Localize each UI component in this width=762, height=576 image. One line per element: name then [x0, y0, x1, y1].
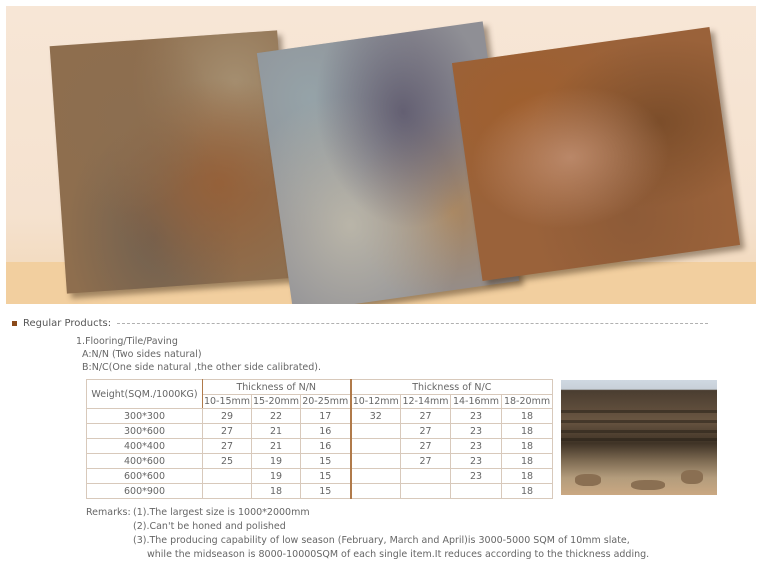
- table-row: [87, 454, 553, 469]
- remark-1: (1).The largest size is 1000*2000mm: [133, 507, 310, 518]
- slate-tile-rust: [50, 30, 295, 293]
- table-cell: 32: [351, 409, 401, 424]
- table-cell: 27: [203, 439, 252, 454]
- sub-header: 14-16mm: [451, 395, 502, 409]
- table-cell: 15: [301, 469, 351, 484]
- table-cell: 19: [252, 454, 301, 469]
- quarry-photo: [561, 380, 717, 495]
- sub-header: 10-12mm: [351, 395, 401, 409]
- table-cell: 18: [502, 484, 553, 499]
- table-cell: 15: [301, 454, 351, 469]
- table-row: [87, 424, 553, 439]
- table-row: [87, 409, 553, 424]
- size-cell: 600*600: [87, 469, 203, 484]
- table-cell: [351, 439, 401, 454]
- section-header: [12, 316, 708, 330]
- weight-header: Weight(SQM./1000KG): [87, 380, 203, 409]
- table-cell: 18: [502, 409, 553, 424]
- table-cell: 27: [401, 424, 451, 439]
- table-cell: 27: [203, 424, 252, 439]
- size-cell: 400*600: [87, 454, 203, 469]
- rock-rubble: [631, 480, 665, 490]
- table-cell: 18: [502, 454, 553, 469]
- size-cell: 300*600: [87, 424, 203, 439]
- table-cell: 21: [252, 424, 301, 439]
- intro-line-2: A:N/N (Two sides natural): [82, 349, 202, 360]
- table-cell: [351, 484, 401, 499]
- table-cell: [203, 469, 252, 484]
- table-cell: 23: [451, 454, 502, 469]
- size-cell: 400*400: [87, 439, 203, 454]
- table-cell: 17: [301, 409, 351, 424]
- section-title: Regular Products:: [23, 317, 112, 329]
- table-cell: 22: [252, 409, 301, 424]
- table-row: [87, 469, 553, 484]
- rock-layer: [561, 410, 717, 413]
- remark-3: (3).The producing capability of low season (February, March and April)is 3000-5000 SQM of 10mm slate,: [133, 535, 630, 546]
- table-cell: [451, 484, 502, 499]
- table-cell: 23: [451, 469, 502, 484]
- table-cell: [203, 484, 252, 499]
- rock-layer: [561, 438, 717, 441]
- weight-thickness-table: [86, 379, 553, 499]
- table-cell: 18: [252, 484, 301, 499]
- table-cell: 16: [301, 424, 351, 439]
- table-cell: 27: [401, 454, 451, 469]
- intro-line-1: 1.Flooring/Tile/Paving: [76, 336, 178, 347]
- group-header-nn: Thickness of N/N: [203, 380, 351, 395]
- sub-header: 20-25mm: [301, 395, 351, 409]
- table-cell: [401, 469, 451, 484]
- table-cell: [351, 424, 401, 439]
- size-cell: 600*900: [87, 484, 203, 499]
- rock-layer: [561, 430, 717, 433]
- remarks-label: Remarks:: [86, 507, 131, 518]
- remark-3-continued: while the midseason is 8000-10000SQM of each single item.It reduces according to the thickness adding.: [147, 549, 650, 560]
- table-cell: [351, 469, 401, 484]
- table-cell: 23: [451, 409, 502, 424]
- table-cell: [351, 454, 401, 469]
- table-cell: 23: [451, 424, 502, 439]
- table-cell: 29: [203, 409, 252, 424]
- sub-header: 12-14mm: [402, 396, 449, 407]
- dashed-divider: [117, 323, 708, 324]
- rock-rubble: [575, 474, 601, 486]
- table-cell: 16: [301, 439, 351, 454]
- table-cell: 27: [401, 409, 451, 424]
- remark-2: (2).Can't be honed and polished: [133, 521, 286, 532]
- slate-tile-copper: [452, 27, 740, 281]
- table-cell: [401, 484, 451, 499]
- intro-line-3: B:N/C(One side natural ,the other side calibrated).: [82, 362, 322, 373]
- rock-rubble: [681, 470, 703, 484]
- table-cell: 19: [252, 469, 301, 484]
- table-cell: 25: [203, 454, 252, 469]
- table-cell: 23: [451, 439, 502, 454]
- rock-layer: [561, 420, 717, 423]
- group-header-nc: Thickness of N/C: [351, 380, 553, 395]
- sub-header: 10-15mm: [203, 396, 251, 407]
- table-cell: 18: [502, 469, 553, 484]
- sub-header: 15-20mm: [252, 396, 300, 407]
- table-row: [87, 484, 553, 499]
- table-cell: 27: [401, 439, 451, 454]
- table-cell: 18: [502, 424, 553, 439]
- slate-tiles-photo: [6, 6, 756, 304]
- table-row: [87, 439, 553, 454]
- size-cell: 300*300: [87, 409, 203, 424]
- table-cell: 15: [301, 484, 351, 499]
- square-bullet-icon: [12, 321, 17, 326]
- table-cell: 18: [502, 439, 553, 454]
- sub-header: 18-20mm: [502, 395, 553, 409]
- table-cell: 21: [252, 439, 301, 454]
